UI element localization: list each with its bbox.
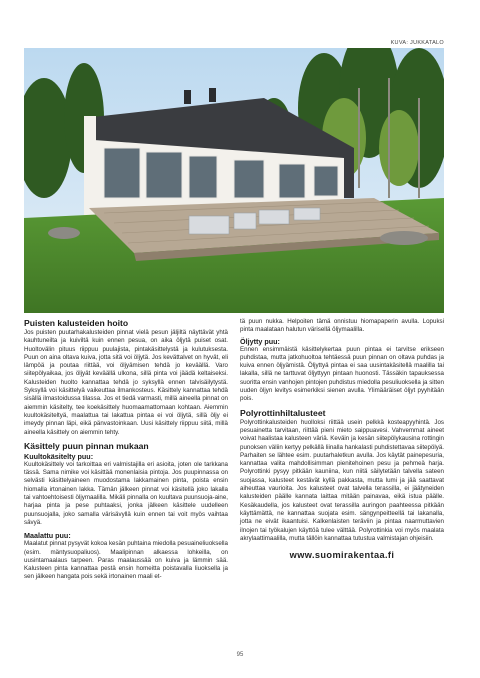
heading-furniture-care: Puisten kalusteiden hoito: [24, 318, 129, 328]
right-column: [240, 318, 444, 559]
paragraph-polyrattan: Polyrottinkalusteiden huolloksi riittää usein pelkkä kosteapyyhintä. Jos pesuainetta tarvitaan, riittää pieni mieto saippuavesi. Vahvemmat aineet voivat haalistaa kalusteen väriä. Keväin ja kesän siitepölykausina rottingin punoksen väliin kertyy pelkällä liinalla hankalasti puhdistettavaa siitepölyä. Parhaiten se lähtee esim. puutarhaletkun avulla. Jos käytät painepesuria, kannattaa valita mahdollisimman pienitehoinen pesu ja pehmeä harja. Polyrottinki pysyy pitkään kauniina, kun niitä säilytetään talvella sateen suojassa, kalusteet kestävät kyllä pakkasta, mutta lumi ja jää saattavat aiheuttaa vaurioita. Jos kalusteet ovat talvella terassilla, ei jäätyneiden kalusteiden päälle kannata laittaa mitään painavaa, eikä istua päälle. Kesäkaudella, jos kalusteet ovat terassilla auringon paahteessa pitkään käyttämättä, ne kannattaa suojata esim. sängynpeitteellä tai lakanalla, jotta ne eivät ikaantuisi. Kalkenlaisten teräviin ja pintaa naarmuttavien ilnojen tai työkalujen käyttöä tulee välttää. Polyrottinkia voi myös maalata akrylaattimaalilla, mutta tällöin kannattaa tutustua valmistajan ohjeisiin.: [240, 418, 444, 542]
paragraph-oiled-wood: Ennen ensimmäistä käsittelykertaa puun pintaa ei tarvitse erikseen puhdistaa, mutta jatkohuoltoa tehtäessä puun pinnan on oltava puhdas ja kuiva ennen öljyämistä. Öljyttyä pintaa ei saa uusintakäsitellä maalilla tai lakalla, sillä ne tarttuvat öljyttyyn pintaan huonosti. Tässäkin tapauksessa suoritta ensin vanhojen pintojen puhdistus miedolla pesuliuoksella ja sitten uuden öljyn levitys esimerkiksi sienen avulla. Ylimääräiset öljyt pyyhitään pois.: [240, 345, 444, 403]
paragraph-painted-wood: Maalatut pinnat pysyvät kokoa kesän puhtaina miedolla pesuaineliuoksella (esim. mäntysuopaliuos). Maalipinnan alkaessa lohkeilla, on uusintamaalaus tarpeen. Paras maalaussää on kuiva ja lämmin sää. Kalusteen pinta kannattaa pestä ensin homeitta poistavalla liuoksella ja sen jälkeen hangata pois sekä irtonainen maali et-: [24, 540, 228, 581]
heading-polyrattan: Polyrottinhiltalusteet: [240, 407, 326, 418]
photo-credit: KUVA: JUKKATALO: [390, 40, 444, 46]
heading-surface-treatment: Käsittely puun pinnan mukaan: [24, 440, 149, 451]
house-terrace-illustration: [24, 48, 444, 313]
paragraph-stained-wood: Kuultokäsittely voi tarkoittaa eri valmistajilla eri asioita, joten ole tarkkana tässä. Sama nimike voi käsittää monenlaisia pintoja. Jos puupinnassa on selvästi käsittelyaineen muodostama lakkamainen pinta, poista ensin hiomalla irtonainen lakka. Tämän jälkeen pinnat voi käsitellä joko lakalla tai vahtoehtoisesti öljymaalilla. Mikäli pinnalla on kuultava puunsuoja-aine, harjaa pinta ja pese puhtaaksi, jonka jälkeen käsittele uudelleen puunsuojalla, joko samalla värisävyllä kuin ennen tai voit myös vaihtaa sävyä.: [24, 460, 228, 526]
paragraph-furniture-care: Jos puisten puutarhakalusteiden pinnat vielä pesun jäljiltä näyttävät yhtä kauhtuneilta ja kuiviltä kuin ennen pesua, on aika öljytä puiset osat. Huoltovälin pituus riippuu puulajista, pintakäsittelystä ja kulutuksesta. Puun on aina oltava kuiva, jotta sitä voi öljytä. Jos kevättalvet on hyvät, eli lämpöä ja poutaa riittää, voi öljyämisen tehdä jo keväällä. Varo siitepölyaikaa, jos öljyät keväällä ulkona, sillä pinta voi jäädä keltaiseksi. Kalusteiden huolto kannattaa tehdä jo syksyllä ennen talvisäilytystä. Syksyllä voi käsittelyä vaikeuttaa ilmankosteus. Käsittely kannattaa tehdä sisällä ilmastoidussa tilassa. Jos et tiedä varmasti, millä aineella pinnat on aiemmin käsitelty, tee koekäsittely huomaamattomaan kohtaan. Aiemmin kuultokäsiteltyä, maalattua tai lakattua pintaa ei voi öljytä, sillä öljy ei imeydy pinnan läpi, eikä pänvastoinkaan. Uusi käsittely riippuu siitä, millä aineella käsittely on aiemmin tehty.: [24, 329, 228, 436]
house-terrace-photo: [24, 48, 444, 313]
subheading-stained-wood: Kuultokäsitelty puu:: [24, 451, 94, 461]
page-number: 95: [236, 652, 244, 658]
website-url[interactable]: www.suomirakentaa.fi: [289, 550, 395, 561]
subheading-oiled-wood: Öljytty puu:: [240, 336, 280, 346]
paragraph-continuation: tä puun nukka. Helpoiten tämä onnistuu hiomapaperin avulla. Lopuksi pinta maalataan halutun värisellä öljymaalilla.: [240, 318, 444, 334]
left-column: [24, 318, 228, 582]
subheading-painted-wood: Maalattu puu:: [24, 531, 71, 541]
